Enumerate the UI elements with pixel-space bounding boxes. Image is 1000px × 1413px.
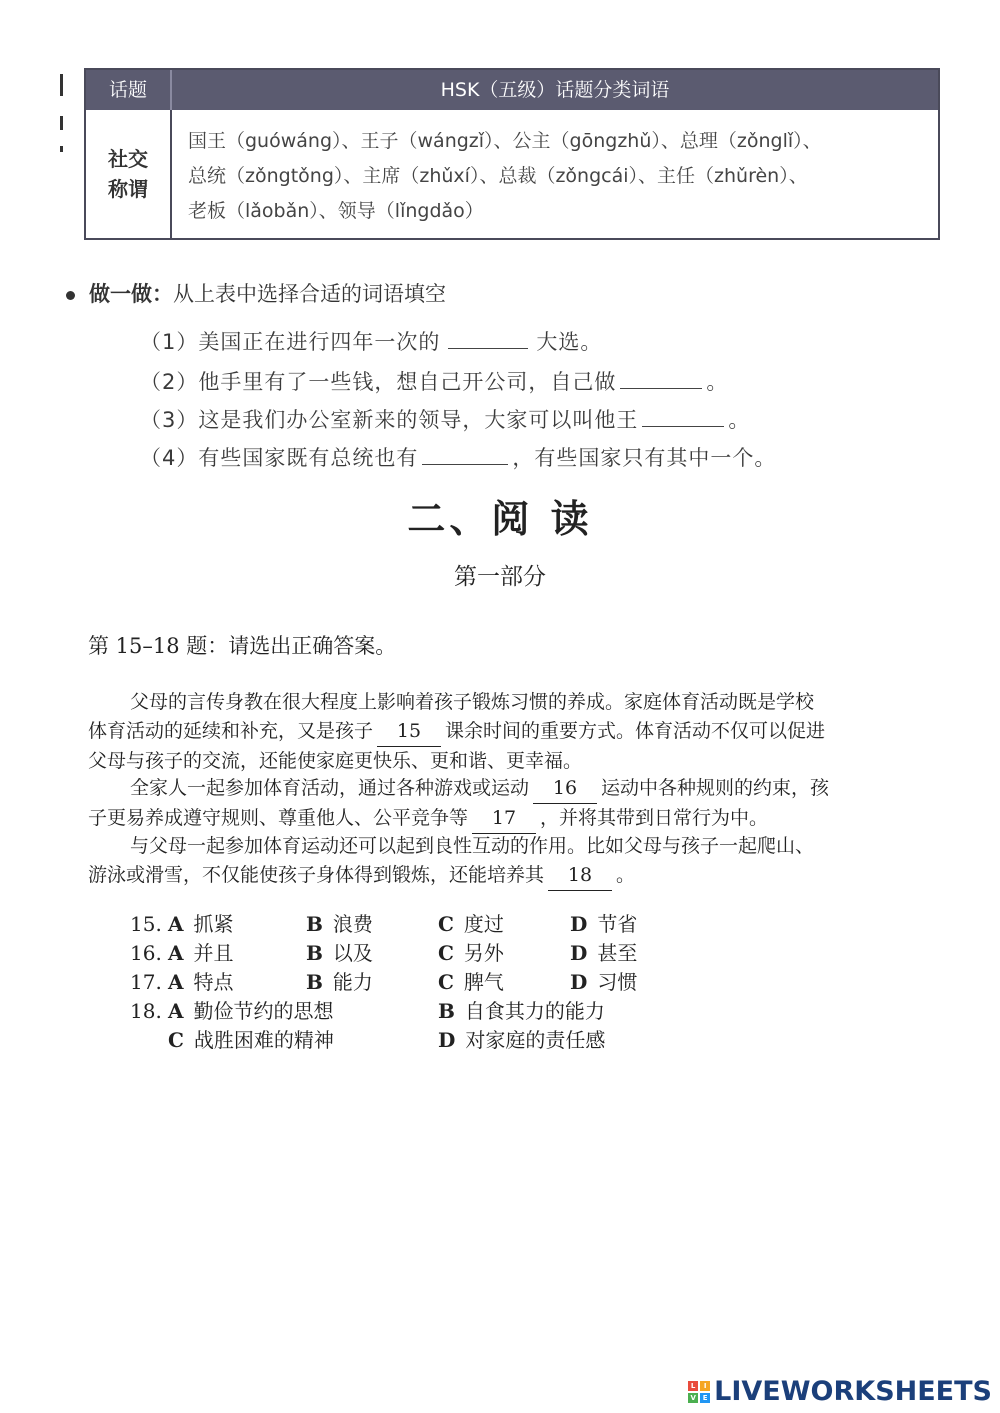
logo-text: LIVEWORKSHEETS: [714, 1376, 992, 1407]
logo-square: I: [700, 1381, 710, 1391]
answer-blank[interactable]: [448, 330, 528, 349]
option-b[interactable]: [306, 939, 373, 968]
option-b[interactable]: [306, 968, 373, 997]
section-title: 二、阅 读: [407, 496, 593, 541]
option-letter: D: [570, 970, 588, 994]
option-text: 以及: [332, 941, 373, 965]
option-b[interactable]: [306, 910, 373, 939]
option-c[interactable]: [438, 968, 504, 997]
option-d[interactable]: [570, 910, 637, 939]
paragraph-2: [88, 774, 928, 834]
para-line: [88, 774, 928, 804]
question-number: 17.: [130, 970, 162, 994]
vocab-line: 国王（guówáng）、王子（wángzǐ）、公主（gōngzhǔ）、总理（zǒnglǐ）、: [188, 130, 822, 152]
para-line: 与父母一起参加体育运动还可以起到良性互动的作用。比如父母与孩子一起爬山、: [130, 835, 815, 857]
logo-icon: [688, 1381, 710, 1403]
option-c[interactable]: [438, 939, 504, 968]
logo-square: L: [688, 1381, 698, 1391]
option-text: 脾气: [463, 970, 504, 994]
exercise-label: 做一做：: [89, 282, 173, 306]
item-text: 。: [728, 408, 751, 432]
option-a[interactable]: [168, 939, 234, 968]
blank-17[interactable]: 17: [472, 804, 536, 834]
option-a[interactable]: [168, 997, 334, 1026]
exercise-item: [140, 404, 750, 434]
option-text: 对家庭的责任感: [465, 1028, 606, 1052]
liveworksheets-logo: [688, 1376, 992, 1407]
option-text: 抓紧: [193, 912, 234, 936]
option-d[interactable]: [570, 968, 637, 997]
option-letter: C: [438, 912, 454, 936]
margin-mark: [60, 146, 63, 152]
option-text: 度过: [463, 912, 504, 936]
answer-blank[interactable]: [620, 370, 702, 389]
option-letter: B: [306, 912, 323, 936]
option-letter: C: [438, 941, 454, 965]
question-number: 18.: [130, 999, 162, 1023]
option-b[interactable]: [438, 997, 605, 1026]
para-text: 子更易养成遵守规则、尊重他人、公平竞争等: [88, 807, 469, 829]
blank-15[interactable]: 15: [377, 717, 441, 747]
option-text: 甚至: [597, 941, 638, 965]
margin-mark: [60, 116, 63, 130]
exercise-item: [140, 326, 602, 356]
option-text: 战胜困难的精神: [193, 1028, 334, 1052]
option-d[interactable]: [570, 939, 637, 968]
para-line: 父母的言传身教在很大程度上影响着孩子锻炼习惯的养成。家庭体育活动既是学校: [130, 691, 815, 713]
para-text: 全家人一起参加体育活动，通过各种游戏或运动: [130, 777, 530, 799]
header-title: HSK（五级）话题分类词语: [440, 79, 670, 101]
option-letter: A: [168, 999, 184, 1023]
blank-16[interactable]: 16: [533, 774, 597, 804]
exercise-header: [66, 278, 446, 308]
para-text: 运动中各种规则的约束，孩: [601, 777, 830, 799]
option-a[interactable]: [168, 910, 234, 939]
vocab-line: 老板（lǎobǎn）、领导（lǐngdǎo）: [188, 200, 484, 222]
part-title: 第一部分: [454, 564, 546, 590]
paragraph-3: [88, 832, 928, 891]
option-text: 并且: [193, 941, 234, 965]
question-number: 15.: [130, 912, 162, 936]
header-topic: 话题: [86, 70, 172, 110]
item-text: ，有些国家只有其中一个。: [512, 446, 777, 470]
para-line: [88, 804, 928, 834]
reading-instruction: 第 15–18 题：请选出正确答案。: [88, 634, 397, 658]
paragraph-1: [88, 688, 928, 776]
answer-blank[interactable]: [422, 446, 508, 465]
item-text: 大选。: [536, 330, 603, 354]
table-header: [86, 70, 938, 110]
para-line: [88, 717, 928, 747]
para-line: [88, 861, 928, 891]
option-letter: B: [438, 999, 455, 1023]
option-letter: B: [306, 970, 323, 994]
option-letter: C: [438, 970, 454, 994]
option-letter: A: [168, 941, 184, 965]
para-text: ，并将其带到日常行为中。: [540, 807, 769, 829]
option-text: 另外: [463, 941, 504, 965]
option-letter: A: [168, 912, 184, 936]
option-text: 特点: [193, 970, 234, 994]
option-text: 自食其力的能力: [464, 999, 605, 1023]
logo-square: E: [700, 1393, 710, 1403]
option-letter: D: [570, 912, 588, 936]
option-text: 能力: [332, 970, 373, 994]
option-d[interactable]: [438, 1026, 605, 1055]
row-topic-text: 社交 称谓: [108, 147, 148, 201]
exercise-item: [140, 442, 776, 472]
exercise-instruction: 从上表中选择合适的词语填空: [173, 282, 446, 306]
item-text: （4）有些国家既有总统也有: [140, 446, 419, 470]
item-text: （2）他手里有了一些钱，想自己开公司，自己做: [140, 370, 617, 394]
question-number: 16.: [130, 941, 162, 965]
option-letter: B: [306, 941, 323, 965]
exercise-item: [140, 366, 728, 396]
bullet-icon: [66, 291, 75, 300]
para-text: 游泳或滑雪，不仅能使孩子身体得到锻炼，还能培养其: [88, 864, 545, 886]
para-text: 体育活动的延续和补充，又是孩子: [88, 720, 374, 742]
para-text: 。: [616, 864, 636, 886]
option-letter: A: [168, 970, 184, 994]
option-text: 浪费: [332, 912, 373, 936]
vocab-words: [188, 124, 928, 229]
blank-18[interactable]: 18: [548, 861, 612, 891]
option-letter: D: [438, 1028, 456, 1052]
logo-square: V: [688, 1393, 698, 1403]
para-line: 父母与孩子的交流，还能使家庭更快乐、更和谐、更幸福。: [88, 750, 583, 772]
option-letter: C: [168, 1028, 184, 1052]
para-text: 课余时间的重要方式。体育活动不仅可以促进: [445, 720, 826, 742]
option-text: 习惯: [597, 970, 638, 994]
option-text: 节省: [597, 912, 638, 936]
option-c[interactable]: [168, 1026, 334, 1055]
item-text: 。: [706, 370, 729, 394]
item-text: （3）这是我们办公室新来的领导，大家可以叫他王: [140, 408, 639, 432]
vocab-line: 总统（zǒngtǒng）、主席（zhǔxí）、总裁（zǒngcái）、主任（zhǔrèn）、: [188, 165, 808, 187]
option-c[interactable]: [438, 910, 504, 939]
row-topic: [86, 110, 172, 238]
option-a[interactable]: [168, 968, 234, 997]
item-text: （1）美国正在进行四年一次的: [140, 330, 441, 354]
margin-mark: [60, 74, 63, 96]
option-text: 勤俭节约的思想: [193, 999, 334, 1023]
answer-blank[interactable]: [642, 408, 724, 427]
option-letter: D: [570, 941, 588, 965]
